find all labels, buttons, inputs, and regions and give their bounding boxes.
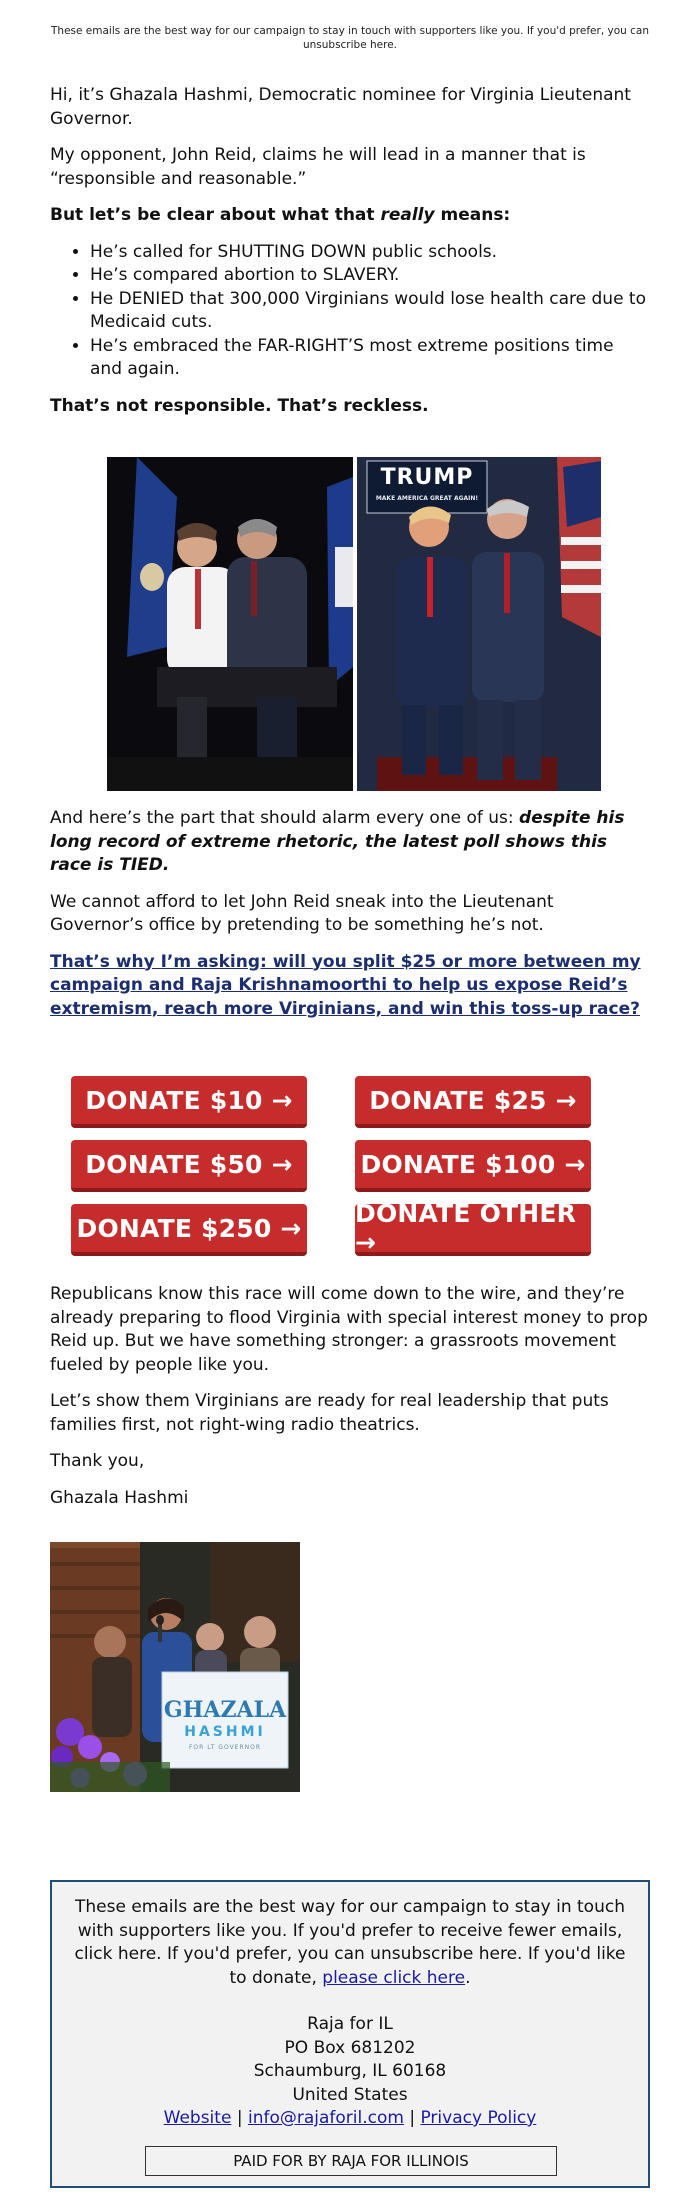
sneak-paragraph: We cannot afford to let John Reid sneak into the Lieutenant Governor’s office by pretending to be something he’s not.: [50, 891, 554, 935]
clear-heading: [50, 204, 650, 228]
photo-left: [107, 457, 353, 791]
ask-link[interactable]: That’s why I’m asking: will you split $25 or more between my campaign and Raja Krishnamoorthi to help us expose Reid’s extremism, reach more Virginians, and win this toss-up race?: [50, 951, 641, 1019]
photo-right: [357, 457, 601, 791]
email-body-middle: [50, 807, 650, 1021]
footer-notice: [52, 1882, 648, 1990]
sign-line1: GHAZALA: [163, 1697, 287, 1723]
footer-country: United States: [292, 2084, 408, 2105]
donate-10-button[interactable]: DONATE $10 →: [71, 1076, 307, 1128]
footer-sep: |: [403, 2108, 421, 2128]
footer-links: [52, 2107, 648, 2131]
footer-address: [52, 2013, 648, 2131]
clear-tail: means:: [434, 205, 511, 225]
candidate-photo: [50, 1542, 300, 1792]
trump-sign-sub: MAKE AMERICA GREAT AGAIN!: [375, 495, 479, 502]
republicans-paragraph: Republicans know this race will come down to the wire, and they’re already preparing to flood Virginia with special interest money to prop Reid up. But we have something stronger: a grassroots movement fueled by people like you.: [50, 1284, 648, 1375]
thanks-line: Thank you,: [50, 1451, 145, 1471]
intro-paragraph: Hi, it’s Ghazala Hashmi, Democratic nominee for Virginia Lieutenant Governor.: [50, 85, 631, 129]
sign-line2: HASHMI: [184, 1724, 266, 1740]
donate-50-button[interactable]: DONATE $50 →: [71, 1140, 307, 1192]
opponent-photo: [107, 457, 601, 791]
bullet-list: [50, 241, 650, 382]
email-link[interactable]: info@rajaforil.com: [247, 2108, 404, 2128]
paid-for-disclaimer: PAID FOR BY RAJA FOR ILLINOIS: [145, 2146, 557, 2176]
clear-lead: But let’s be clear about what that: [50, 205, 381, 225]
show-them-paragraph: Let’s show them Virginians are ready for real leadership that puts families first, not right-wing radio theatrics.: [50, 1391, 609, 1435]
signature-name: Ghazala Hashmi: [50, 1487, 189, 1508]
preheader: These emails are the best way for our campaign to stay in touch with supporters like you. If you'd prefer, you can unsubscribe here.: [51, 25, 649, 51]
footer-sep: |: [231, 2108, 248, 2128]
bullet-item: • He’s embraced the FAR-RIGHT’S most extreme positions time and again.: [90, 335, 650, 382]
ask-paragraph: [50, 951, 650, 1022]
footer-body: These emails are the best way for our campaign to stay in touch with supporters like you. If you'd prefer to receive fewer emails, click here. If you'd prefer, you can unsubscribe here. If you'd like to donate,: [74, 1897, 626, 1988]
donate-250-button[interactable]: DONATE $250 →: [71, 1204, 307, 1256]
sign-line3: FOR LT GOVERNOR: [188, 1744, 262, 1751]
clear-emph: really: [380, 205, 435, 225]
footer-org: Raja for IL: [307, 2014, 393, 2034]
donate-25-button[interactable]: DONATE $25 →: [355, 1076, 591, 1128]
bullet-item: • He DENIED that 300,000 Virginians would lose health care due to Medicaid cuts.: [90, 288, 650, 335]
opponent-paragraph: My opponent, John Reid, claims he will lead in a manner that is “responsible and reasonable.”: [50, 145, 586, 189]
alarm-emph: despite his long record of extreme rhetoric, the latest poll shows this race is TIED.: [50, 808, 625, 875]
trump-sign-text: TRUMP: [380, 465, 474, 490]
footer-city: Schaumburg, IL 60168: [253, 2061, 447, 2081]
email-body-bottom: [50, 1283, 650, 1510]
alarm-lead: And here’s the part that should alarm every one of us:: [50, 808, 520, 828]
donate-100-button[interactable]: DONATE $100 →: [355, 1140, 591, 1192]
footer-box: [50, 1880, 650, 2188]
reckless-line: That’s not responsible. That’s reckless.: [50, 395, 429, 416]
footer-period: .: [465, 1967, 471, 1988]
bullet-item: • He’s compared abortion to SLAVERY.: [90, 264, 650, 288]
email-body-top: [50, 84, 650, 418]
privacy-policy-link[interactable]: Privacy Policy: [420, 2108, 537, 2128]
footer-pobox: PO Box 681202: [284, 2037, 416, 2058]
website-link[interactable]: Website: [163, 2108, 232, 2128]
alarm-paragraph: [50, 807, 650, 878]
bullet-item: • He’s called for SHUTTING DOWN public schools.: [90, 241, 650, 265]
donate-other-button[interactable]: DONATE OTHER →: [355, 1204, 591, 1256]
footer-donate-link[interactable]: please click here: [322, 1967, 466, 1988]
